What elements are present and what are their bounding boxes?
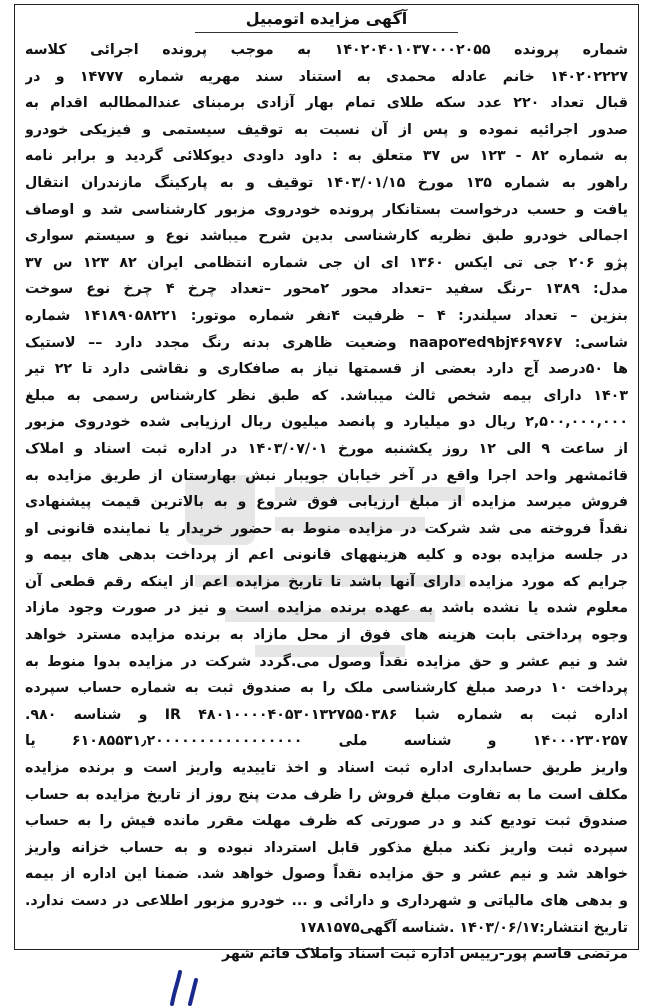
notice-line: و بدهی های مالیاتی و شهرداری و دارائی و ... خودرو مزبور اطلاعی در دست ندارد. xyxy=(25,893,628,909)
notice-line: قبال تعداد ۲۲۰ عدد سکه طلای تمام بهار آزادی برمبنای عندالمطالبه اقدام به xyxy=(25,95,628,112)
notice-line: مکلف است ما به تفاوت مبلغ فروش را ظرف مدت پنج روز از تاریخ مزایده به حساب xyxy=(25,786,628,803)
notice-line: نقداً فروخته می شد شرکت در مزایده منوط به حضور خریدار یا نماینده قانونی او xyxy=(25,520,628,537)
notice-line: ۱۴۰۲۰۲۲۲۷ خانم عادله محمدی به استناد سند مهریه شماره ۱۴۷۷۷ و در xyxy=(25,68,628,85)
notice-line: اجمالی خودرو طبق نظریه کارشناسی بدین شرح میباشد نوع و سیستم سواری xyxy=(25,228,628,245)
notice-line: وجوه پرداختی بابت هزینه های فوق از محل مازاد به برنده مزایده مسترد خواهد xyxy=(25,627,628,644)
notice-line: واریز طریق حسابداری اداره ثبت اسناد و اخذ تاییدیه واریز است و برنده مزایده xyxy=(25,760,628,777)
notice-line: در جلسه مزایده بوده و کلیه هزینههای قانونی اعم از پرداخت بدهی های بیمه و xyxy=(25,547,628,564)
notice-line: یافت و حسب درخواست بستانکار پرونده خودروی مزبور کارشناسی شد و اوصاف xyxy=(25,201,628,218)
notice-title: آگهی مزایده اتومبیل xyxy=(245,9,408,28)
notice-line: مرتضی قاسم پور-رییس اداره ثبت اسناد واملاک قائم شهر xyxy=(222,946,628,963)
notice-line: شماره پرونده ۱۴۰۲۰۴۰۱۰۳۷۰۰۰۲۰۵۵ به موجب پرونده اجرائی کلاسه xyxy=(25,42,628,58)
notice-line: قائمشهر واحد اجرا واقع در آخر خیابان جویبار نبش بهارستان از طریق مزایده به xyxy=(25,467,628,484)
notice-line: بنزین – تعداد سیلندر: ۴ – ظرفیت ۴نفر شماره موتور: ۱۴۱۸۹۰۵۸۲۲۱ شماره xyxy=(25,307,628,324)
pen-mark xyxy=(150,966,210,1006)
notice-line: صندوق ثبت تودیع کند و در صورتی که ظرف مهلت مقرر مانده فیش را به حساب xyxy=(25,813,628,830)
notice-line: ۱۴۰۰۰۲۳۰۲۵۷ و شناسه ملی ۶۱۰۸۵۵۳۱٫۲۰۰۰۰۰۰۰۰۰۰۰۰۰۰۰۰۰ یا xyxy=(25,733,628,750)
notice-line: ۱۴۰۳ دارای بیمه شخص ثالث میباشد. که طبق نظر کارشناس رسمی به مبلغ xyxy=(25,387,628,404)
notice-line: فروش میرسد مزایده از مبلغ ارزیابی فوق شروع و به بالاترین قیمت پیشنهادی xyxy=(25,494,628,511)
notice-line: شد و نیم عشر و حق مزایده نقداً وصول می.گردد شرکت در مزایده بدوا منوط به xyxy=(25,653,628,670)
notice-line: خواهد شد و نیم عشر و حق مزایده نقداً وصول خواهد شد. ضمنا این اداره از بیمه xyxy=(25,866,628,883)
notice-line: ۲,۵۰۰,۰۰۰,۰۰۰ ریال دو میلیارد و پانصد میلیون ریال ارزیابی شده خودروی مزبور xyxy=(25,414,628,431)
notice-line: راهور به شماره ۱۳۵ مورخ ۱۴۰۳/۰۱/۱۵ توقیف و به پارکینگ مازندران انتقال xyxy=(25,174,628,191)
notice-line: از ساعت ۹ الی ۱۲ روز یکشنبه مورخ ۱۴۰۳/۰۷/۰۱ در اداره ثبت اسناد و املاک xyxy=(25,440,628,457)
notice-line: شاسی: naapo۳ed۹bj۴۶۹۷۶۷ وضعیت ظاهری بدنه رنگ مجدد دارد –– لاستیک xyxy=(25,334,628,351)
notice-line: صدور اجرائیه نموده و پس از آن نسبت به توقیف سیستمی و فیزیکی خودرو xyxy=(25,121,628,138)
notice-line: اداره ثبت به شماره شبا IR ۴۸۰۱۰۰۰۰۴۰۵۳۰۱۳۲۷۵۵۰۳۸۶ و شناسه ۹۸۰. xyxy=(25,706,628,723)
notice-line: سپرده ثبت واریز نکند مبلغ مذکور قابل استرداد نبوده و به حساب خزانه واریز xyxy=(25,839,628,856)
title-underline xyxy=(195,32,458,33)
notice-line: معلوم شده یا نشده باشد به عهده برنده مزایده است و نیز در صورت وجود مازاد xyxy=(25,600,628,617)
notice-line: پرداخت ۱۰ درصد مبلغ کارشناسی ملک را به صندوق ثبت به شماره حساب سپرده xyxy=(25,680,628,697)
notice-body xyxy=(25,37,628,968)
notice-line: تاریخ انتشار:۱۴۰۳/۰۶/۱۷ .شناسه آگهی۱۷۸۱۵۷۵ xyxy=(299,919,628,936)
notice-line: پژو ۲۰۶ جی تی ایکس ۱۳۶۰ ای ان جی شماره انتظامی ایران ۸۲ ۱۲۳ س ۳۷ xyxy=(25,254,628,271)
notice-line: به شماره ۸۲ - ۱۲۳ س ۳۷ متعلق به : داود داودی دیوکلائی گردید و برابر نامه xyxy=(25,148,628,165)
auction-notice xyxy=(14,4,639,963)
notice-line: مدل: ۱۳۸۹ –رنگ سفید –تعداد محور ۲محور –تعداد چرخ ۴ چرخ نوع سوخت xyxy=(25,281,628,298)
notice-line: جرایم که مورد مزایده دارای آنها باشد تا تاریخ مزایده اعم از اینکه رقم قطعی آن xyxy=(25,573,628,590)
notice-line: ها ۵۰درصد آج دارد بعضی از قسمتها نیاز به صافکاری و نقاشی دارد تا ۲۲ تیر xyxy=(25,361,628,378)
